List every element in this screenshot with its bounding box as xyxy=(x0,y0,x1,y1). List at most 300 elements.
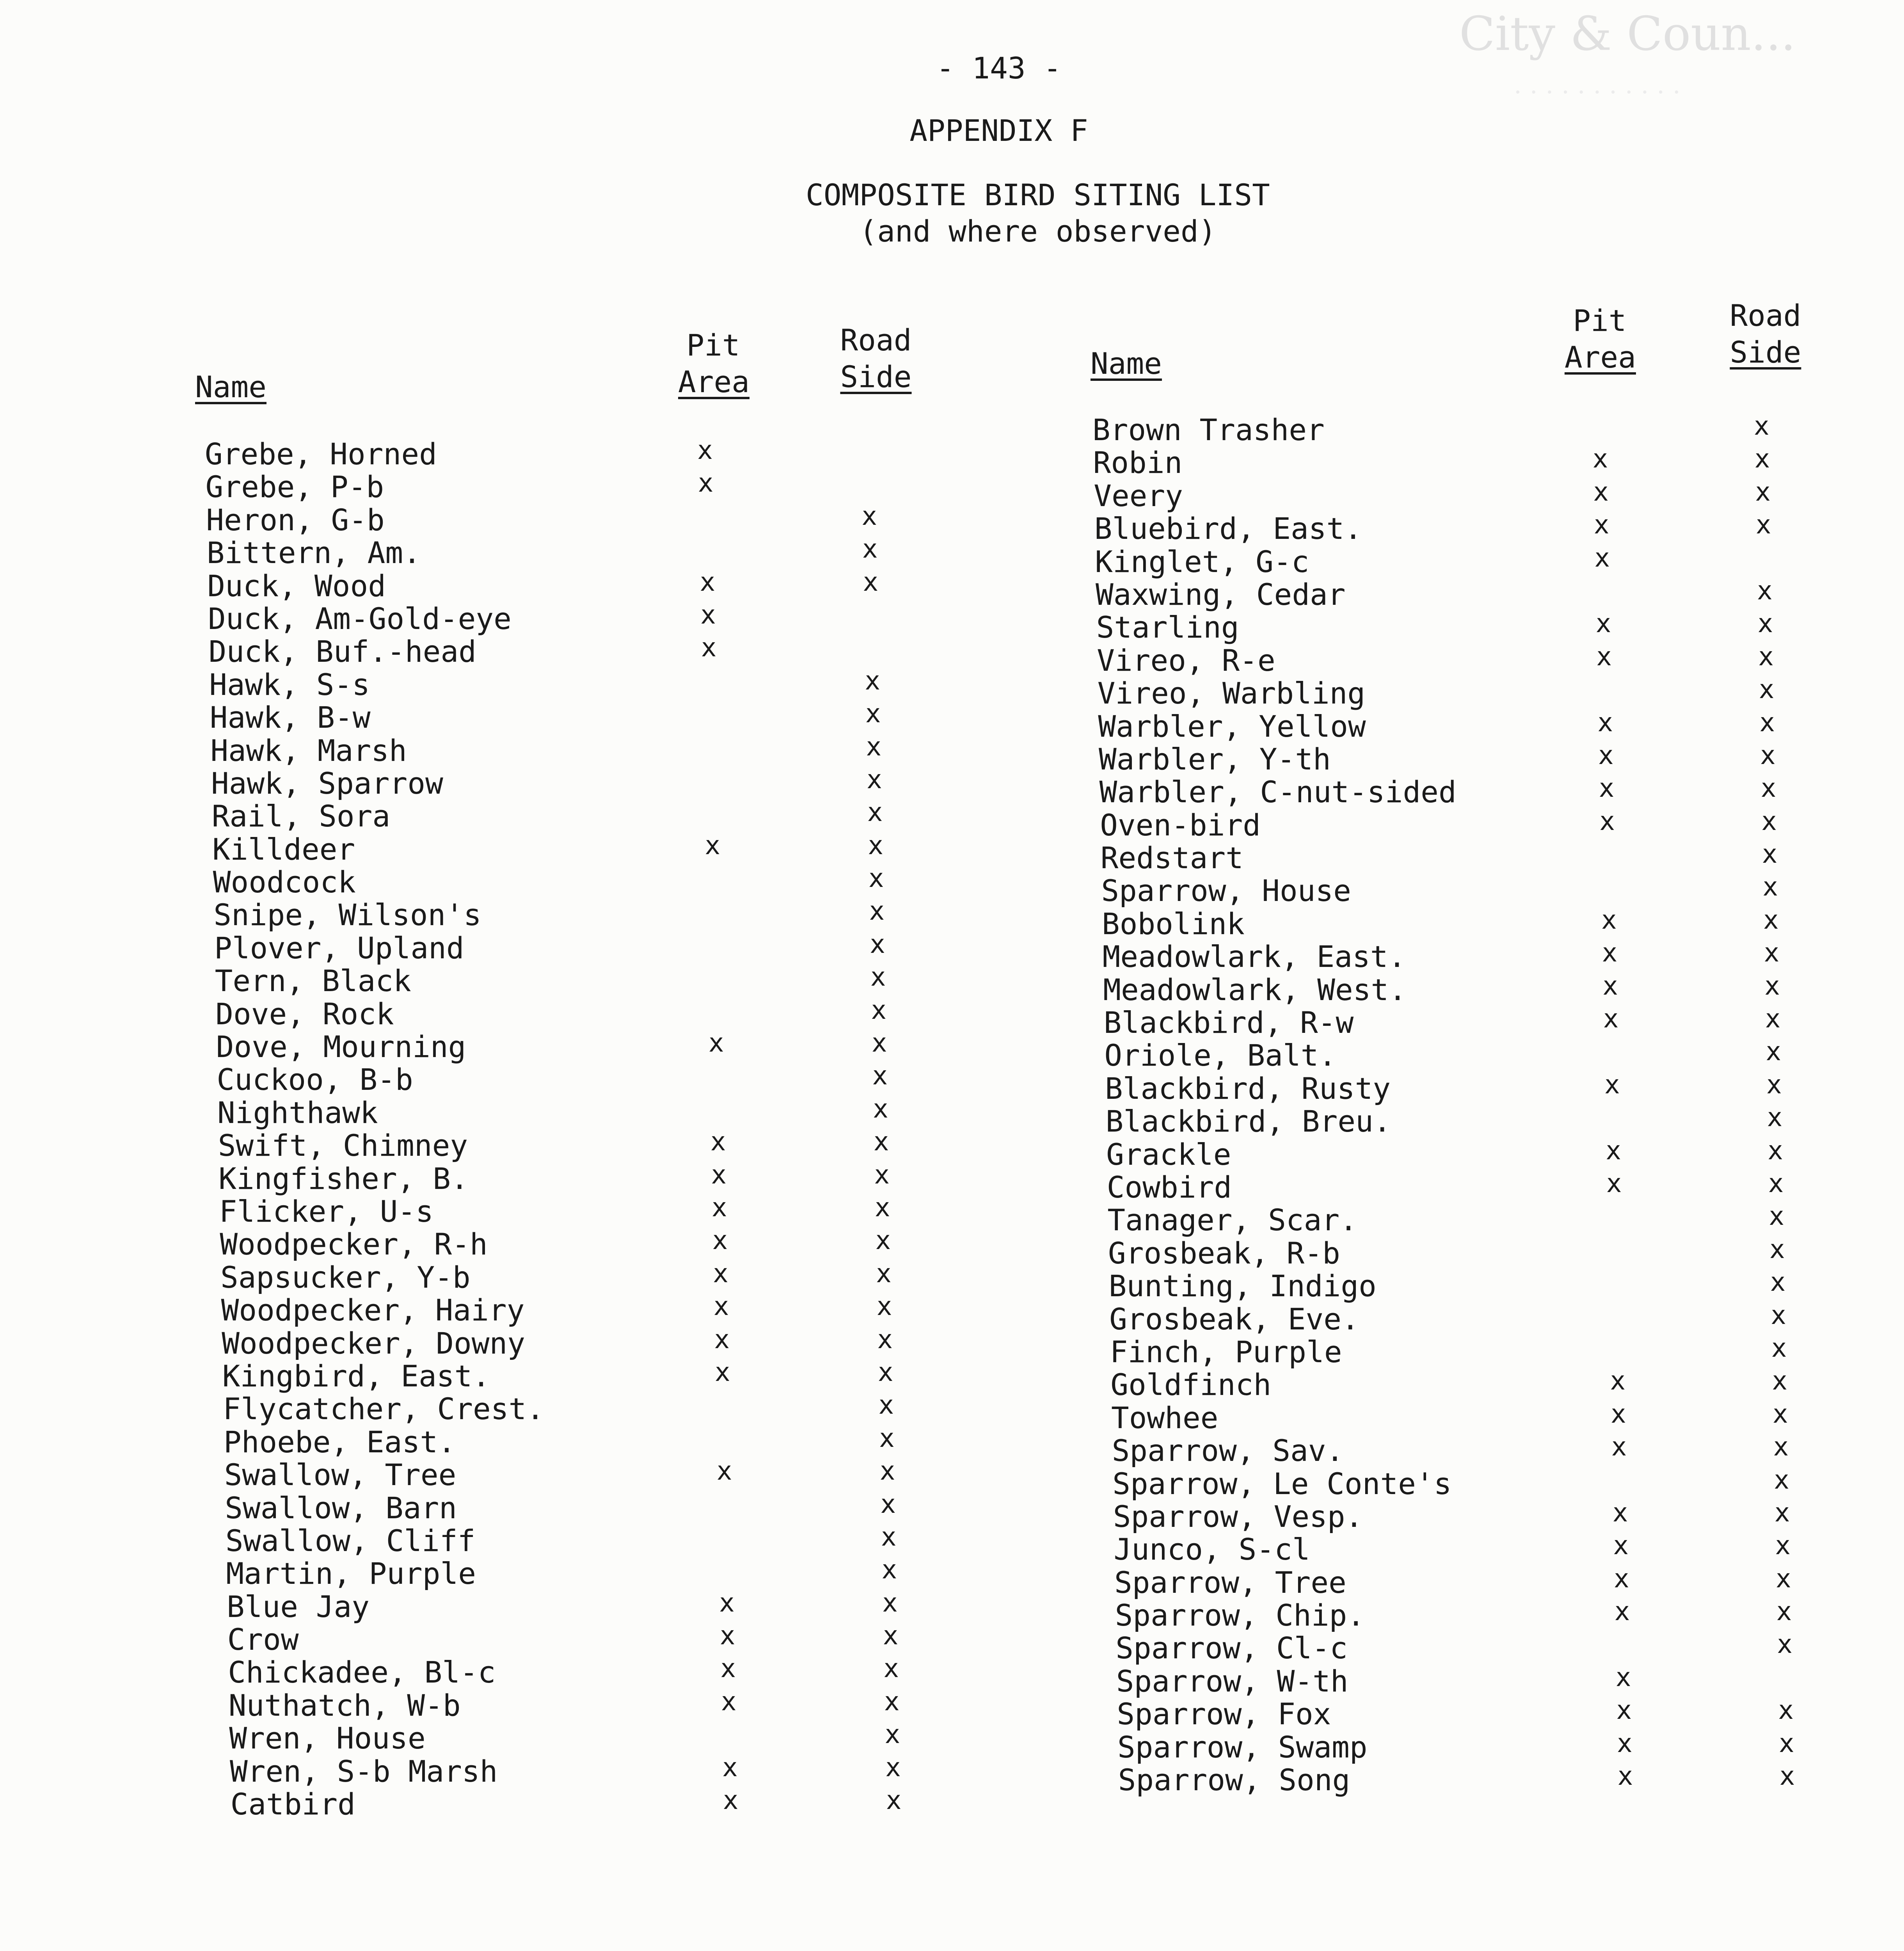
road-side-mark: x xyxy=(862,534,878,564)
bird-row xyxy=(1109,1300,1890,1336)
pit-area-mark: x xyxy=(1593,476,1609,507)
bird-row xyxy=(211,797,992,834)
pit-area-mark: x xyxy=(1616,1695,1632,1725)
bird-name: Oriole, Balt. xyxy=(1104,1038,1337,1073)
road-side-mark: x xyxy=(873,1093,888,1124)
road-side-mark: x xyxy=(881,1521,897,1552)
road-side-mark: x xyxy=(1766,1069,1782,1100)
bird-name: Vireo, R-e xyxy=(1097,643,1275,678)
pit-area-mark: x xyxy=(1613,1530,1629,1561)
road-side-mark: x xyxy=(1764,970,1780,1001)
bird-name: Kingfisher, B. xyxy=(218,1161,469,1196)
bird-row xyxy=(208,599,988,636)
bird-row xyxy=(1108,1267,1889,1304)
pit-area-mark: x xyxy=(1611,1432,1627,1462)
road-side-mark: x xyxy=(1769,1201,1785,1231)
bird-row xyxy=(1096,608,1877,645)
bird-row xyxy=(216,1028,996,1064)
pit-area-mark: x xyxy=(1610,1366,1626,1396)
right-pit-header-line2: Area xyxy=(1565,340,1636,375)
left-road-header-line1: Road xyxy=(840,323,912,357)
bird-row xyxy=(1100,806,1880,842)
bird-row xyxy=(1095,542,1875,579)
right-road-header-line2: Side xyxy=(1730,335,1801,370)
road-side-mark: x xyxy=(1771,1333,1787,1363)
pit-area-mark: x xyxy=(1604,1069,1620,1100)
road-side-mark: x xyxy=(1776,1563,1791,1594)
road-side-mark: x xyxy=(1761,806,1777,836)
pit-area-mark: x xyxy=(1592,444,1608,474)
pit-area-mark: x xyxy=(723,1785,739,1816)
pit-area-mark: x xyxy=(708,1028,724,1058)
road-side-mark: x xyxy=(1776,1596,1792,1627)
bird-name: Nighthawk xyxy=(217,1095,378,1130)
road-side-mark: x xyxy=(1768,1168,1784,1198)
road-side-mark: x xyxy=(867,764,882,794)
bird-name: Duck, Am-Gold-eye xyxy=(208,601,512,636)
bird-name: Swallow, Barn xyxy=(225,1490,457,1525)
bird-name: Robin xyxy=(1093,445,1183,480)
left-pit-header-line2: Area xyxy=(678,364,750,399)
bird-row xyxy=(220,1258,1001,1295)
bird-row xyxy=(205,435,985,471)
bird-name: Woodcock xyxy=(213,865,356,900)
watermark-subline: · · · · · · · · · · · xyxy=(1514,78,1681,107)
bird-row xyxy=(1098,707,1878,744)
bird-row xyxy=(224,1456,1005,1493)
bird-name: Cowbird xyxy=(1107,1169,1232,1205)
bird-name: Bobolink xyxy=(1102,906,1245,941)
road-side-mark: x xyxy=(1755,476,1771,507)
bird-row xyxy=(1103,940,1883,973)
road-side-mark: x xyxy=(1760,773,1776,803)
road-side-mark: x xyxy=(870,962,886,992)
bird-name: Swift, Chimney xyxy=(218,1128,468,1163)
bird-name: Goldfinch xyxy=(1110,1367,1272,1402)
pit-area-mark: x xyxy=(710,1127,726,1157)
bird-row xyxy=(1104,1006,1884,1039)
pit-area-mark: x xyxy=(705,830,721,860)
bird-row xyxy=(212,830,993,867)
road-side-mark: x xyxy=(1754,444,1770,474)
bird-row xyxy=(217,1093,998,1130)
bird-row xyxy=(213,863,993,900)
right-bird-list xyxy=(1092,411,1873,1798)
bird-name: Flycatcher, Crest. xyxy=(223,1391,544,1427)
bird-name: Warbler, C-nut-sided xyxy=(1099,775,1456,810)
pit-area-mark: x xyxy=(1601,904,1617,935)
road-side-mark: x xyxy=(884,1686,900,1716)
road-side-mark: x xyxy=(874,1192,890,1222)
pit-area-mark: x xyxy=(1603,1004,1619,1034)
bird-row xyxy=(218,1159,999,1196)
bird-row xyxy=(222,1324,1002,1361)
road-side-mark: x xyxy=(1759,707,1775,737)
bird-row xyxy=(1105,1102,1886,1139)
list-subtitle: (and where observed) xyxy=(859,214,1217,249)
bird-row xyxy=(1099,773,1880,810)
bird-row xyxy=(213,896,994,933)
road-side-mark: x xyxy=(1767,1135,1783,1166)
bird-name: Catbird xyxy=(230,1787,355,1822)
pit-area-mark: x xyxy=(1599,806,1615,836)
bird-row xyxy=(229,1719,1009,1756)
bird-name: Meadowlark, West. xyxy=(1103,972,1407,1007)
bird-name: Dove, Rock xyxy=(215,996,394,1031)
road-side-mark: x xyxy=(1767,1102,1783,1133)
watermark: City & Coun... xyxy=(1459,7,1796,61)
bird-name: Tern, Black xyxy=(215,963,411,999)
road-side-mark: x xyxy=(1757,608,1773,639)
bird-name: Blackbird, Breu. xyxy=(1105,1104,1391,1139)
bird-name: Swallow, Tree xyxy=(224,1457,456,1493)
pit-area-mark: x xyxy=(1615,1662,1631,1692)
bird-row xyxy=(1117,1695,1897,1732)
bird-name: Sapsucker, Y-b xyxy=(220,1260,471,1295)
bird-row xyxy=(1101,874,1881,907)
bird-name: Veery xyxy=(1094,478,1183,513)
bird-row xyxy=(1097,674,1878,711)
bird-name: Warbler, Yellow xyxy=(1098,709,1366,744)
bird-row xyxy=(215,962,995,999)
road-side-mark: x xyxy=(868,830,884,860)
bird-row xyxy=(225,1521,1006,1558)
bird-name: Wren, House xyxy=(229,1721,426,1756)
right-pit-header xyxy=(1565,302,1635,376)
pit-area-mark: x xyxy=(1595,608,1611,639)
road-side-mark: x xyxy=(883,1621,899,1651)
bird-name: Grebe, P-b xyxy=(205,469,384,505)
bird-name: Sparrow, Chip. xyxy=(1115,1598,1365,1633)
pit-area-mark: x xyxy=(1611,1398,1626,1429)
bird-name: Kinglet, G-c xyxy=(1095,544,1309,579)
bird-row xyxy=(1097,641,1877,678)
bird-name: Warbler, Y-th xyxy=(1099,741,1331,776)
road-side-mark: x xyxy=(879,1456,895,1486)
bird-name: Crow xyxy=(227,1622,299,1657)
bird-row xyxy=(1112,1464,1893,1501)
road-side-mark: x xyxy=(869,896,885,926)
road-side-mark: x xyxy=(876,1258,892,1288)
bird-name: Grackle xyxy=(1106,1137,1231,1172)
bird-row xyxy=(1113,1497,1893,1534)
bird-row xyxy=(210,698,990,735)
road-side-mark: x xyxy=(1778,1695,1794,1725)
pit-area-mark: x xyxy=(714,1324,730,1354)
bird-row xyxy=(228,1686,1009,1723)
bird-row xyxy=(1105,1069,1885,1106)
bird-name: Blackbird, Rusty xyxy=(1105,1071,1391,1106)
bird-row xyxy=(1106,1135,1886,1172)
bird-name: Snipe, Wilson's xyxy=(213,897,481,933)
road-side-mark: x xyxy=(863,567,879,597)
bird-name: Sparrow, Sav. xyxy=(1112,1433,1344,1468)
bird-row xyxy=(1115,1629,1896,1666)
road-side-mark: x xyxy=(881,1555,897,1585)
road-side-mark: x xyxy=(1758,641,1774,672)
bird-name: Vireo, Warbling xyxy=(1097,676,1366,711)
bird-row xyxy=(1103,970,1883,1007)
bird-row xyxy=(206,534,987,570)
road-side-mark: x xyxy=(878,1390,894,1420)
bird-name: Blue Jay xyxy=(227,1589,370,1624)
bird-row xyxy=(227,1623,1008,1656)
bird-name: Woodpecker, R-h xyxy=(220,1227,488,1262)
road-side-mark: x xyxy=(874,1159,890,1190)
bird-name: Bluebird, East. xyxy=(1094,511,1362,546)
appendix-label: APPENDIX F xyxy=(909,113,1088,148)
road-side-mark: x xyxy=(886,1785,902,1816)
bird-name: Tanager, Scar. xyxy=(1107,1203,1357,1238)
road-side-mark: x xyxy=(1754,411,1769,441)
road-side-mark: x xyxy=(1760,740,1776,770)
pit-area-mark: x xyxy=(713,1258,728,1288)
road-side-mark: x xyxy=(1770,1267,1786,1297)
bird-row xyxy=(223,1390,1003,1427)
bird-row xyxy=(209,635,989,668)
pit-area-mark: x xyxy=(1598,740,1614,770)
road-side-mark: x xyxy=(885,1719,900,1750)
pit-area-mark: x xyxy=(1612,1497,1628,1528)
bird-name: Duck, Wood xyxy=(207,568,386,603)
bird-row xyxy=(1114,1563,1895,1600)
road-side-mark: x xyxy=(1764,938,1780,968)
bird-row xyxy=(1107,1201,1888,1238)
right-pit-header-line1: Pit xyxy=(1573,303,1627,338)
bird-row xyxy=(1093,446,1874,479)
bird-row xyxy=(205,468,986,505)
road-side-mark: x xyxy=(870,929,885,959)
bird-name: Rail, Sora xyxy=(211,799,391,834)
bird-row xyxy=(224,1423,1004,1459)
pit-area-mark: x xyxy=(711,1159,727,1190)
bird-name: Starling xyxy=(1096,610,1239,645)
road-side-mark: x xyxy=(1779,1728,1794,1758)
bird-row xyxy=(230,1752,1010,1789)
bird-name: Phoebe, East. xyxy=(224,1424,456,1459)
bird-row xyxy=(1107,1168,1887,1205)
bird-row xyxy=(207,567,988,603)
bird-name: Towhee xyxy=(1111,1400,1218,1435)
pit-area-mark: x xyxy=(719,1587,735,1618)
bird-name: Oven-bird xyxy=(1100,807,1261,842)
pit-area-mark: x xyxy=(1614,1563,1629,1594)
bird-row xyxy=(228,1653,1008,1690)
bird-name: Bittern, Am. xyxy=(206,535,421,570)
bird-name: Wren, S-b Marsh xyxy=(230,1754,498,1789)
bird-name: Swallow, Cliff xyxy=(225,1523,476,1558)
left-pit-header-line1: Pit xyxy=(686,328,740,362)
road-side-mark: x xyxy=(1779,1761,1795,1791)
road-side-mark: x xyxy=(1773,1398,1788,1429)
bird-row xyxy=(221,1291,1002,1328)
right-name-header xyxy=(1091,345,1162,382)
bird-row xyxy=(1094,476,1874,513)
bird-name: Hawk, S-s xyxy=(209,667,370,702)
pit-area-mark: x xyxy=(1606,1135,1622,1166)
road-side-mark: x xyxy=(876,1291,892,1322)
bird-name: Waxwing, Cedar xyxy=(1096,577,1346,612)
bird-row xyxy=(1110,1368,1891,1401)
bird-name: Bunting, Indigo xyxy=(1108,1269,1376,1304)
road-side-mark: x xyxy=(1774,1464,1790,1495)
pit-area-mark: x xyxy=(720,1653,736,1684)
road-side-mark: x xyxy=(877,1357,893,1387)
road-side-mark: x xyxy=(872,1061,888,1091)
pit-area-mark: x xyxy=(1617,1728,1632,1758)
bird-name: Nuthatch, W-b xyxy=(228,1688,461,1723)
bird-row xyxy=(1114,1530,1894,1567)
road-side-mark: x xyxy=(1773,1432,1789,1462)
bird-row xyxy=(1108,1234,1888,1270)
list-title: COMPOSITE BIRD SITING LIST xyxy=(806,178,1270,212)
pit-area-mark: x xyxy=(1597,707,1613,737)
bird-row xyxy=(1115,1596,1895,1633)
bird-row xyxy=(215,995,996,1031)
bird-name: Finch, Purple xyxy=(1110,1334,1342,1369)
left-name-header-text: Name xyxy=(195,370,267,404)
right-road-header xyxy=(1728,297,1803,371)
bird-name: Dove, Mourning xyxy=(216,1029,466,1064)
bird-row xyxy=(1102,904,1882,941)
bird-row xyxy=(206,501,986,537)
bird-name: Heron, G-b xyxy=(206,502,385,537)
bird-row xyxy=(209,665,989,702)
bird-row xyxy=(222,1357,1003,1393)
bird-name: Duck, Buf.-head xyxy=(208,634,476,669)
pit-area-mark: x xyxy=(1602,970,1618,1001)
bird-name: Brown Trasher xyxy=(1092,412,1325,447)
bird-name: Martin, Purple xyxy=(226,1556,476,1591)
bird-row xyxy=(1112,1434,1892,1467)
bird-name: Sparrow, Fox xyxy=(1117,1697,1331,1732)
bird-name: Hawk, Marsh xyxy=(210,733,407,768)
road-side-mark: x xyxy=(1758,674,1774,705)
bird-row xyxy=(1111,1398,1892,1435)
pit-area-mark: x xyxy=(711,1192,727,1222)
road-side-mark: x xyxy=(879,1423,895,1453)
page-number: - 143 - xyxy=(936,51,1062,85)
bird-row xyxy=(1094,512,1875,545)
road-side-mark: x xyxy=(877,1324,893,1354)
pit-area-mark: x xyxy=(713,1291,729,1322)
road-side-mark: x xyxy=(866,731,882,762)
road-side-mark: x xyxy=(1762,872,1778,902)
pit-area-mark: x xyxy=(722,1752,738,1782)
pit-area-mark: x xyxy=(714,1357,730,1387)
road-side-mark: x xyxy=(1762,839,1778,869)
bird-name: Junco, S-cl xyxy=(1114,1532,1310,1567)
bird-name: Cuckoo, B-b xyxy=(217,1062,413,1097)
road-side-mark: x xyxy=(871,995,887,1025)
bird-name: Redstart xyxy=(1100,840,1243,876)
right-road-header-line1: Road xyxy=(1730,298,1801,333)
road-side-mark: x xyxy=(882,1587,898,1618)
bird-row xyxy=(1100,839,1881,876)
pit-area-mark: x xyxy=(721,1686,737,1716)
road-side-mark: x xyxy=(1774,1497,1790,1528)
road-side-mark: x xyxy=(1772,1366,1788,1396)
bird-row xyxy=(1092,411,1873,447)
bird-row xyxy=(1099,740,1879,776)
bird-row xyxy=(1110,1333,1890,1369)
pit-area-mark: x xyxy=(701,633,717,663)
bird-name: Flicker, U-s xyxy=(219,1194,433,1229)
bird-name: Blackbird, R-w xyxy=(1103,1005,1354,1040)
pit-area-mark: x xyxy=(712,1225,728,1256)
bird-name: Grebe, Horned xyxy=(205,437,437,471)
bird-row xyxy=(217,1063,997,1096)
pit-area-mark: x xyxy=(1602,938,1618,968)
bird-name: Sparrow, Vesp. xyxy=(1113,1499,1363,1534)
bird-name: Sparrow, Swamp xyxy=(1117,1729,1368,1764)
bird-name: Killdeer xyxy=(212,832,355,867)
road-side-mark: x xyxy=(1771,1300,1787,1330)
bird-name: Plover, Upland xyxy=(214,930,464,965)
bird-name: Chickadee, Bl-c xyxy=(228,1655,496,1690)
road-side-mark: x xyxy=(1765,1036,1781,1067)
pit-area-mark: x xyxy=(719,1621,735,1651)
bird-name: Sparrow, House xyxy=(1101,873,1351,908)
left-name-header xyxy=(195,369,266,405)
road-side-mark: x xyxy=(868,863,884,894)
bird-row xyxy=(218,1129,998,1162)
bird-name: Grosbeak, Eve. xyxy=(1109,1301,1359,1336)
road-side-mark: x xyxy=(880,1489,896,1519)
left-bird-list xyxy=(205,435,985,1822)
left-pit-header xyxy=(678,327,748,400)
left-road-header-line2: Side xyxy=(840,359,912,394)
road-side-mark: x xyxy=(1755,510,1771,540)
bird-row xyxy=(230,1785,1011,1822)
bird-name: Sparrow, W-th xyxy=(1116,1663,1348,1699)
bird-name: Sparrow, Cl-c xyxy=(1115,1631,1348,1666)
bird-row xyxy=(210,731,991,768)
pit-area-mark: x xyxy=(1596,641,1612,672)
road-side-mark: x xyxy=(1775,1530,1791,1561)
road-side-mark: x xyxy=(861,501,877,531)
bird-name: Sparrow, Song xyxy=(1118,1763,1350,1798)
pit-area-mark: x xyxy=(1614,1596,1630,1627)
pit-area-mark: x xyxy=(700,567,716,597)
bird-row xyxy=(226,1557,1006,1590)
pit-area-mark: x xyxy=(1606,1168,1622,1198)
bird-name: Kingbird, East. xyxy=(222,1358,490,1393)
bird-row xyxy=(225,1489,1005,1525)
pit-area-mark: x xyxy=(700,599,716,630)
pit-area-mark: x xyxy=(1594,542,1610,573)
road-side-mark: x xyxy=(1765,1004,1781,1034)
road-side-mark: x xyxy=(1769,1234,1785,1264)
bird-row xyxy=(211,764,991,801)
road-side-mark: x xyxy=(1757,575,1773,606)
road-side-mark: x xyxy=(873,1127,889,1157)
bird-row xyxy=(227,1587,1007,1624)
bird-name: Grosbeak, R-b xyxy=(1108,1235,1340,1270)
road-side-mark: x xyxy=(1777,1629,1793,1660)
bird-row xyxy=(1117,1728,1898,1764)
bird-name: Hawk, Sparrow xyxy=(211,766,443,801)
pit-area-mark: x xyxy=(1617,1761,1633,1791)
bird-row xyxy=(1104,1036,1884,1073)
road-side-mark: x xyxy=(871,1028,887,1058)
road-side-mark: x xyxy=(1763,904,1779,935)
road-side-mark: x xyxy=(885,1752,901,1782)
bird-row xyxy=(1118,1761,1899,1798)
bird-row xyxy=(219,1192,1000,1229)
pit-area-mark: x xyxy=(697,435,713,465)
road-side-mark: x xyxy=(883,1653,899,1684)
